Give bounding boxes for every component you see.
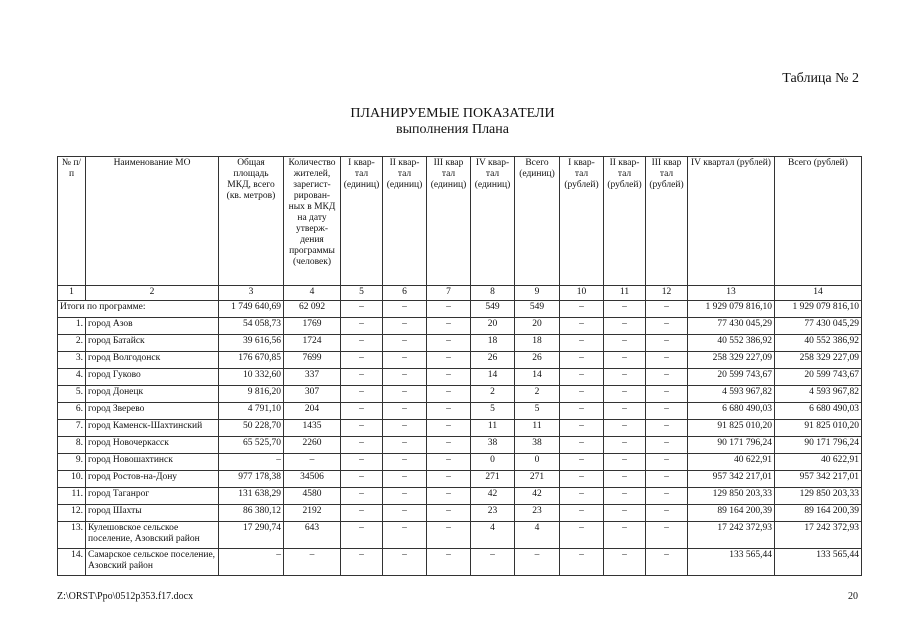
q3-rub-cell: – bbox=[646, 437, 688, 454]
q4-units-cell: 23 bbox=[471, 505, 515, 522]
q4-rub-cell: 133 565,44 bbox=[688, 549, 775, 576]
q1-rub-cell: – bbox=[560, 505, 604, 522]
total-rub: 1 929 079 816,10 bbox=[775, 301, 862, 318]
q1-units-cell: – bbox=[341, 488, 383, 505]
total-units-cell: 20 bbox=[515, 318, 560, 335]
q2-rub-cell: – bbox=[604, 471, 646, 488]
q2-units-cell: – bbox=[383, 369, 427, 386]
total-rub-cell: 77 430 045,29 bbox=[775, 318, 862, 335]
q2-rub-cell: – bbox=[604, 522, 646, 549]
residents-cell: 643 bbox=[284, 522, 341, 549]
total-units-cell: 2 bbox=[515, 386, 560, 403]
column-number-cell: 8 bbox=[471, 286, 515, 301]
row-number: 3. bbox=[58, 352, 86, 369]
residents-cell: 4580 bbox=[284, 488, 341, 505]
q4-units-cell: 271 bbox=[471, 471, 515, 488]
total-units-cell: 0 bbox=[515, 454, 560, 471]
q2-units-cell: – bbox=[383, 386, 427, 403]
q1-units-cell: – bbox=[341, 454, 383, 471]
q2-rub-cell: – bbox=[604, 318, 646, 335]
total-rub-cell: 89 164 200,39 bbox=[775, 505, 862, 522]
q1-units-cell: – bbox=[341, 335, 383, 352]
q3-rub-cell: – bbox=[646, 488, 688, 505]
header-cell: I квар-тал (единиц) bbox=[341, 157, 383, 286]
q3-rub-cell: – bbox=[646, 420, 688, 437]
total-q1-units: – bbox=[341, 301, 383, 318]
q2-units-cell: – bbox=[383, 437, 427, 454]
q4-rub-cell: 4 593 967,82 bbox=[688, 386, 775, 403]
q1-units-cell: – bbox=[341, 403, 383, 420]
column-number-cell: 7 bbox=[427, 286, 471, 301]
municipality-name: город Батайск bbox=[86, 335, 219, 352]
q1-units-cell: – bbox=[341, 522, 383, 549]
header-cell: I квар-тал (рублей) bbox=[560, 157, 604, 286]
municipality-name: город Новочеркасск bbox=[86, 437, 219, 454]
header-cell: III квар тал (рублей) bbox=[646, 157, 688, 286]
q3-units-cell: – bbox=[427, 488, 471, 505]
q1-rub-cell: – bbox=[560, 386, 604, 403]
q2-units-cell: – bbox=[383, 420, 427, 437]
total-rub-cell: 90 171 796,24 bbox=[775, 437, 862, 454]
q1-units-cell: – bbox=[341, 420, 383, 437]
q1-rub-cell: – bbox=[560, 335, 604, 352]
municipality-name: город Новошахтинск bbox=[86, 454, 219, 471]
total-q2-rub: – bbox=[604, 301, 646, 318]
total-rub-cell: 6 680 490,03 bbox=[775, 403, 862, 420]
area-cell: 54 058,73 bbox=[219, 318, 284, 335]
row-number: 13. bbox=[58, 522, 86, 549]
residents-cell: 2192 bbox=[284, 505, 341, 522]
footer-file-path: Z:\ORST\Ppo\0512p353.f17.docx bbox=[57, 591, 194, 602]
q4-rub-cell: 20 599 743,67 bbox=[688, 369, 775, 386]
q2-rub-cell: – bbox=[604, 369, 646, 386]
q3-units-cell: – bbox=[427, 505, 471, 522]
q2-rub-cell: – bbox=[604, 420, 646, 437]
row-number: 14. bbox=[58, 549, 86, 576]
area-cell: 50 228,70 bbox=[219, 420, 284, 437]
q3-units-cell: – bbox=[427, 318, 471, 335]
table-row bbox=[58, 505, 862, 522]
q3-rub-cell: – bbox=[646, 549, 688, 576]
area-cell: 17 290,74 bbox=[219, 522, 284, 549]
header-cell: Общая площадь МКД, всего (кв. метров) bbox=[219, 157, 284, 286]
q1-rub-cell: – bbox=[560, 369, 604, 386]
residents-cell: 1769 bbox=[284, 318, 341, 335]
row-number: 4. bbox=[58, 369, 86, 386]
title-line-1: ПЛАНИРУЕМЫЕ ПОКАЗАТЕЛИ bbox=[350, 106, 555, 121]
table-row bbox=[58, 522, 862, 549]
residents-cell: 204 bbox=[284, 403, 341, 420]
table-row bbox=[58, 403, 862, 420]
municipality-name: город Гуково bbox=[86, 369, 219, 386]
total-units: 549 bbox=[515, 301, 560, 318]
table-row bbox=[58, 471, 862, 488]
row-number: 12. bbox=[58, 505, 86, 522]
total-rub-cell: 4 593 967,82 bbox=[775, 386, 862, 403]
row-number: 8. bbox=[58, 437, 86, 454]
area-cell: 977 178,38 bbox=[219, 471, 284, 488]
q3-rub-cell: – bbox=[646, 352, 688, 369]
total-units-cell: – bbox=[515, 549, 560, 576]
q3-rub-cell: – bbox=[646, 471, 688, 488]
row-number: 11. bbox=[58, 488, 86, 505]
q2-rub-cell: – bbox=[604, 549, 646, 576]
q3-rub-cell: – bbox=[646, 318, 688, 335]
q1-rub-cell: – bbox=[560, 352, 604, 369]
q3-rub-cell: – bbox=[646, 454, 688, 471]
q1-rub-cell: – bbox=[560, 437, 604, 454]
total-rub-cell: 133 565,44 bbox=[775, 549, 862, 576]
q1-units-cell: – bbox=[341, 352, 383, 369]
municipality-name: город Ростов-на-Дону bbox=[86, 471, 219, 488]
q4-rub-cell: 6 680 490,03 bbox=[688, 403, 775, 420]
q2-units-cell: – bbox=[383, 522, 427, 549]
q4-units-cell: 0 bbox=[471, 454, 515, 471]
q1-units-cell: – bbox=[341, 318, 383, 335]
q2-units-cell: – bbox=[383, 352, 427, 369]
table-row bbox=[58, 488, 862, 505]
document-title bbox=[0, 106, 905, 138]
municipality-name: город Волгодонск bbox=[86, 352, 219, 369]
q4-units-cell: 18 bbox=[471, 335, 515, 352]
total-q2-units: – bbox=[383, 301, 427, 318]
q4-units-cell: 2 bbox=[471, 386, 515, 403]
q1-rub-cell: – bbox=[560, 471, 604, 488]
table-row bbox=[58, 352, 862, 369]
q3-units-cell: – bbox=[427, 369, 471, 386]
area-cell: – bbox=[219, 549, 284, 576]
total-units-cell: 23 bbox=[515, 505, 560, 522]
q1-units-cell: – bbox=[341, 437, 383, 454]
q4-units-cell: – bbox=[471, 549, 515, 576]
q3-units-cell: – bbox=[427, 471, 471, 488]
q2-units-cell: – bbox=[383, 505, 427, 522]
column-number-row bbox=[58, 286, 862, 301]
q2-units-cell: – bbox=[383, 335, 427, 352]
area-cell: 131 638,29 bbox=[219, 488, 284, 505]
q4-rub-cell: 77 430 045,29 bbox=[688, 318, 775, 335]
q4-rub-cell: 129 850 203,33 bbox=[688, 488, 775, 505]
area-cell: 65 525,70 bbox=[219, 437, 284, 454]
municipality-name: город Азов bbox=[86, 318, 219, 335]
column-number-cell: 1 bbox=[58, 286, 86, 301]
column-number-cell: 2 bbox=[86, 286, 219, 301]
q2-units-cell: – bbox=[383, 454, 427, 471]
q3-rub-cell: – bbox=[646, 386, 688, 403]
residents-cell: – bbox=[284, 454, 341, 471]
header-cell: II квар-тал (рублей) bbox=[604, 157, 646, 286]
q3-units-cell: – bbox=[427, 454, 471, 471]
total-units-cell: 4 bbox=[515, 522, 560, 549]
q2-rub-cell: – bbox=[604, 488, 646, 505]
total-units-cell: 38 bbox=[515, 437, 560, 454]
residents-cell: 337 bbox=[284, 369, 341, 386]
q1-rub-cell: – bbox=[560, 522, 604, 549]
total-rub-cell: 258 329 227,09 bbox=[775, 352, 862, 369]
indicators-table bbox=[57, 156, 862, 576]
header-cell: Наименование МО bbox=[86, 157, 219, 286]
total-area: 1 749 640,69 bbox=[219, 301, 284, 318]
total-row bbox=[58, 301, 862, 318]
q4-rub-cell: 90 171 796,24 bbox=[688, 437, 775, 454]
q2-rub-cell: – bbox=[604, 352, 646, 369]
q4-units-cell: 42 bbox=[471, 488, 515, 505]
q1-rub-cell: – bbox=[560, 488, 604, 505]
row-number: 1. bbox=[58, 318, 86, 335]
q4-rub-cell: 40 552 386,92 bbox=[688, 335, 775, 352]
total-label: Итоги по программе: bbox=[58, 301, 219, 318]
q3-rub-cell: – bbox=[646, 505, 688, 522]
row-number: 5. bbox=[58, 386, 86, 403]
q4-rub-cell: 957 342 217,01 bbox=[688, 471, 775, 488]
area-cell: 86 380,12 bbox=[219, 505, 284, 522]
q3-rub-cell: – bbox=[646, 522, 688, 549]
municipality-name: город Таганрог bbox=[86, 488, 219, 505]
table-row bbox=[58, 386, 862, 403]
total-rub-cell: 20 599 743,67 bbox=[775, 369, 862, 386]
q3-units-cell: – bbox=[427, 420, 471, 437]
column-number-cell: 9 bbox=[515, 286, 560, 301]
title-line-2: выполнения Плана bbox=[396, 122, 509, 137]
q2-rub-cell: – bbox=[604, 386, 646, 403]
q3-units-cell: – bbox=[427, 403, 471, 420]
area-cell: – bbox=[219, 454, 284, 471]
total-q3-units: – bbox=[427, 301, 471, 318]
q1-units-cell: – bbox=[341, 369, 383, 386]
q1-rub-cell: – bbox=[560, 403, 604, 420]
area-cell: 10 332,60 bbox=[219, 369, 284, 386]
q3-units-cell: – bbox=[427, 386, 471, 403]
column-number-cell: 5 bbox=[341, 286, 383, 301]
row-number: 2. bbox=[58, 335, 86, 352]
municipality-name: город Зверево bbox=[86, 403, 219, 420]
q2-rub-cell: – bbox=[604, 454, 646, 471]
q4-units-cell: 4 bbox=[471, 522, 515, 549]
row-number: 10. bbox=[58, 471, 86, 488]
residents-cell: 7699 bbox=[284, 352, 341, 369]
q4-units-cell: 11 bbox=[471, 420, 515, 437]
q1-units-cell: – bbox=[341, 505, 383, 522]
q3-units-cell: – bbox=[427, 335, 471, 352]
area-cell: 39 616,56 bbox=[219, 335, 284, 352]
residents-cell: – bbox=[284, 549, 341, 576]
total-units-cell: 271 bbox=[515, 471, 560, 488]
header-cell: II квар-тал (единиц) bbox=[383, 157, 427, 286]
table-number-label: Таблица № 2 bbox=[782, 71, 859, 86]
q4-rub-cell: 17 242 372,93 bbox=[688, 522, 775, 549]
total-q4-units: 549 bbox=[471, 301, 515, 318]
total-units-cell: 42 bbox=[515, 488, 560, 505]
q2-rub-cell: – bbox=[604, 403, 646, 420]
area-cell: 9 816,20 bbox=[219, 386, 284, 403]
header-cell: IV квар-тал (единиц) bbox=[471, 157, 515, 286]
q3-units-cell: – bbox=[427, 352, 471, 369]
column-number-cell: 14 bbox=[775, 286, 862, 301]
q4-units-cell: 26 bbox=[471, 352, 515, 369]
q3-units-cell: – bbox=[427, 522, 471, 549]
residents-cell: 307 bbox=[284, 386, 341, 403]
q2-rub-cell: – bbox=[604, 335, 646, 352]
table-row bbox=[58, 369, 862, 386]
q1-rub-cell: – bbox=[560, 420, 604, 437]
q1-units-cell: – bbox=[341, 471, 383, 488]
column-number-cell: 12 bbox=[646, 286, 688, 301]
table-header-row bbox=[58, 157, 862, 286]
column-number-cell: 4 bbox=[284, 286, 341, 301]
total-rub-cell: 40 622,91 bbox=[775, 454, 862, 471]
column-number-cell: 3 bbox=[219, 286, 284, 301]
q4-rub-cell: 89 164 200,39 bbox=[688, 505, 775, 522]
q1-units-cell: – bbox=[341, 386, 383, 403]
municipality-name: город Шахты bbox=[86, 505, 219, 522]
residents-cell: 34506 bbox=[284, 471, 341, 488]
q1-units-cell: – bbox=[341, 549, 383, 576]
q3-rub-cell: – bbox=[646, 403, 688, 420]
q4-rub-cell: 40 622,91 bbox=[688, 454, 775, 471]
q4-units-cell: 14 bbox=[471, 369, 515, 386]
header-cell: IV квартал (рублей) bbox=[688, 157, 775, 286]
total-rub-cell: 91 825 010,20 bbox=[775, 420, 862, 437]
q2-units-cell: – bbox=[383, 549, 427, 576]
q2-units-cell: – bbox=[383, 318, 427, 335]
total-q1-rub: – bbox=[560, 301, 604, 318]
total-q4-rub: 1 929 079 816,10 bbox=[688, 301, 775, 318]
total-residents: 62 092 bbox=[284, 301, 341, 318]
total-units-cell: 26 bbox=[515, 352, 560, 369]
q3-units-cell: – bbox=[427, 549, 471, 576]
q4-rub-cell: 91 825 010,20 bbox=[688, 420, 775, 437]
header-cell: № п/п bbox=[58, 157, 86, 286]
header-cell: III квар тал (единиц) bbox=[427, 157, 471, 286]
table-row bbox=[58, 437, 862, 454]
column-number-cell: 11 bbox=[604, 286, 646, 301]
row-number: 7. bbox=[58, 420, 86, 437]
q2-units-cell: – bbox=[383, 471, 427, 488]
residents-cell: 1724 bbox=[284, 335, 341, 352]
total-rub-cell: 129 850 203,33 bbox=[775, 488, 862, 505]
header-cell: Всего (единиц) bbox=[515, 157, 560, 286]
table-row bbox=[58, 420, 862, 437]
q4-units-cell: 38 bbox=[471, 437, 515, 454]
residents-cell: 1435 bbox=[284, 420, 341, 437]
q2-units-cell: – bbox=[383, 403, 427, 420]
header-cell: Всего (рублей) bbox=[775, 157, 862, 286]
q1-rub-cell: – bbox=[560, 318, 604, 335]
q4-units-cell: 20 bbox=[471, 318, 515, 335]
q2-rub-cell: – bbox=[604, 505, 646, 522]
q1-rub-cell: – bbox=[560, 454, 604, 471]
total-rub-cell: 40 552 386,92 bbox=[775, 335, 862, 352]
table-row bbox=[58, 549, 862, 576]
column-number-cell: 10 bbox=[560, 286, 604, 301]
table-row bbox=[58, 335, 862, 352]
table-row bbox=[58, 454, 862, 471]
page-number: 20 bbox=[848, 591, 858, 602]
total-units-cell: 11 bbox=[515, 420, 560, 437]
header-cell: Количество жителей, зарегист-рирован-ных в МКД на дату утверж-дения программы (человек) bbox=[284, 157, 341, 286]
column-number-cell: 13 bbox=[688, 286, 775, 301]
municipality-name: город Донецк bbox=[86, 386, 219, 403]
municipality-name: Самарское сельское поселение, Азовский район bbox=[86, 549, 219, 576]
residents-cell: 2260 bbox=[284, 437, 341, 454]
row-number: 6. bbox=[58, 403, 86, 420]
total-units-cell: 5 bbox=[515, 403, 560, 420]
area-cell: 4 791,10 bbox=[219, 403, 284, 420]
q2-units-cell: – bbox=[383, 488, 427, 505]
column-number-cell: 6 bbox=[383, 286, 427, 301]
area-cell: 176 670,85 bbox=[219, 352, 284, 369]
total-rub-cell: 957 342 217,01 bbox=[775, 471, 862, 488]
table-row bbox=[58, 318, 862, 335]
total-units-cell: 14 bbox=[515, 369, 560, 386]
q4-units-cell: 5 bbox=[471, 403, 515, 420]
q3-rub-cell: – bbox=[646, 369, 688, 386]
municipality-name: город Каменск-Шахтинский bbox=[86, 420, 219, 437]
row-number: 9. bbox=[58, 454, 86, 471]
q2-rub-cell: – bbox=[604, 437, 646, 454]
q3-units-cell: – bbox=[427, 437, 471, 454]
q3-rub-cell: – bbox=[646, 335, 688, 352]
municipality-name: Кулешовское сельское поселение, Азовский район bbox=[86, 522, 219, 549]
q4-rub-cell: 258 329 227,09 bbox=[688, 352, 775, 369]
total-units-cell: 18 bbox=[515, 335, 560, 352]
total-q3-rub: – bbox=[646, 301, 688, 318]
q1-rub-cell: – bbox=[560, 549, 604, 576]
total-rub-cell: 17 242 372,93 bbox=[775, 522, 862, 549]
